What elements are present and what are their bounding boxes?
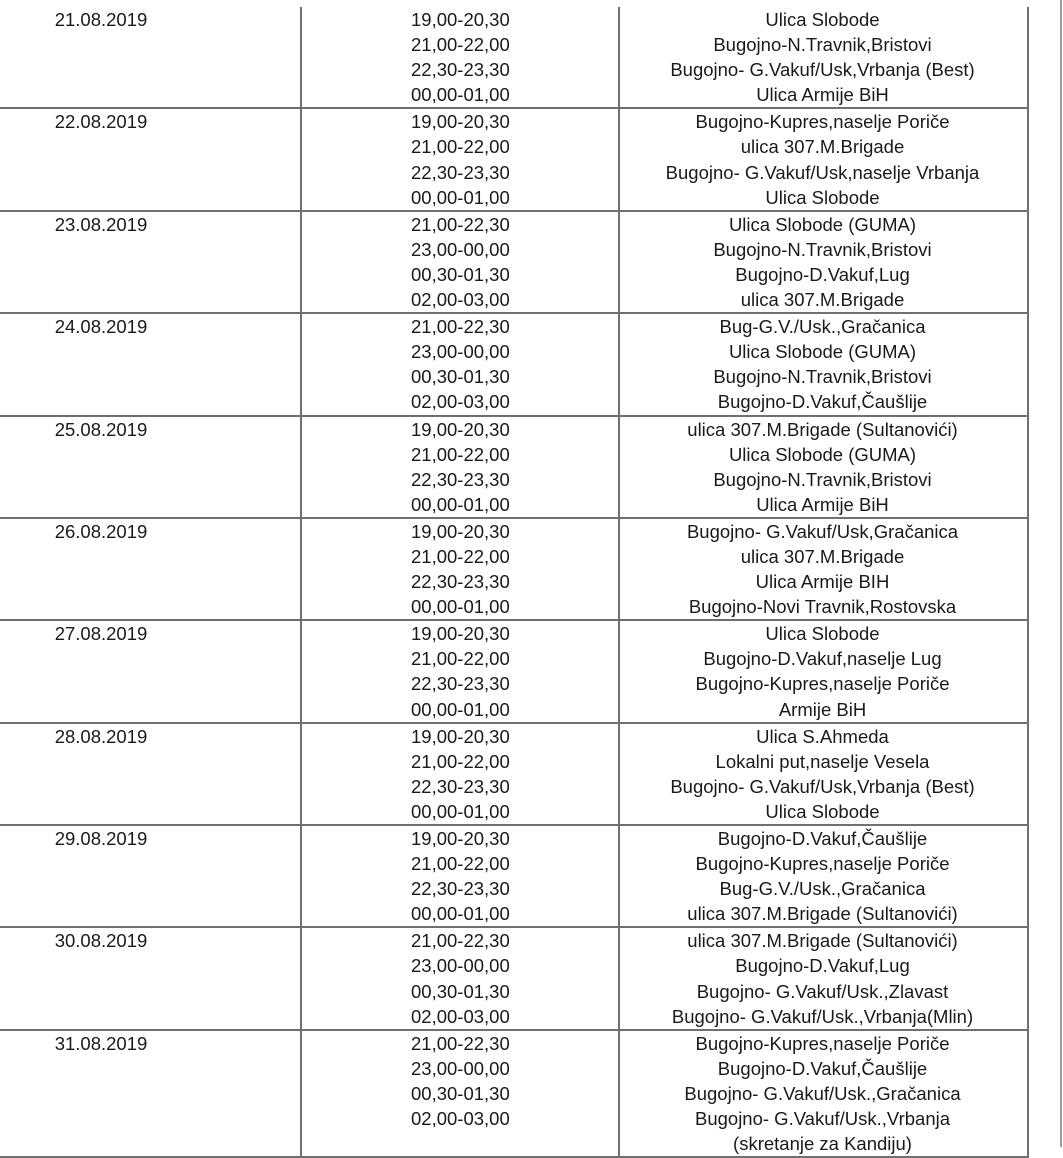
schedule-row xyxy=(0,1030,1028,1157)
location-text: Bugojno- G.Vakuf/Usk,Vrbanja (Best) xyxy=(670,59,975,81)
time-slot: 00,30-01,30 xyxy=(411,1082,510,1104)
time-slot: 19,00-20,30 xyxy=(411,623,510,645)
date-cell xyxy=(0,416,301,518)
location-text: Bugojno- G.Vakuf/Usk,naselje Vrbanja xyxy=(665,161,980,183)
time-cell xyxy=(301,518,619,620)
location-text: Bugojno-N.Travnik,Bristovi xyxy=(713,34,932,56)
time-slot: 19,00-20,30 xyxy=(411,111,510,133)
date-text: 27.08.2019 xyxy=(54,623,148,645)
location-cell xyxy=(619,1030,1028,1157)
location-cell xyxy=(619,416,1028,518)
location-text: Bugojno- G.Vakuf/Usk.,Gračanica xyxy=(684,1082,961,1104)
location-cell xyxy=(619,211,1028,313)
date-cell xyxy=(0,620,301,722)
date-text: 30.08.2019 xyxy=(54,930,148,952)
time-slot: 00,00-01,00 xyxy=(411,800,510,822)
date-cell xyxy=(0,927,301,1029)
location-text: Ulica S.Ahmeda xyxy=(756,725,889,747)
location-text: (skretanje za Kandiju) xyxy=(733,1133,912,1155)
location-text: Ulica Slobode (GUMA) xyxy=(728,443,917,465)
location-text: Bugojno-D.Vakuf,Čaušlije xyxy=(717,828,928,849)
location-text: Bugojno-D.Vakuf,Lug xyxy=(735,955,910,977)
schedule-row xyxy=(0,108,1028,210)
location-text: Bugojno- G.Vakuf/Usk,Vrbanja (Best) xyxy=(670,775,975,797)
location-text: Ulica Armije BIH xyxy=(755,571,890,593)
time-slot: 21,00-22,30 xyxy=(411,930,510,952)
time-slot: 21,00-22,30 xyxy=(411,316,510,338)
time-slot: 21,00-22,00 xyxy=(411,853,510,875)
location-text: Bug-G.V./Usk.,Gračanica xyxy=(719,316,926,338)
schedule-table-body xyxy=(0,7,1028,1157)
time-slot: 21,00-22,30 xyxy=(411,213,510,235)
location-text: Ulica Armije BiH xyxy=(756,84,889,106)
location-text: Ulica Slobode xyxy=(765,800,880,822)
time-slot: 21,00-22,00 xyxy=(411,34,510,56)
time-slot: 21,00-22,00 xyxy=(411,545,510,567)
time-slot: 02,00-03,00 xyxy=(411,391,510,413)
location-text: Ulica Slobode (GUMA) xyxy=(728,213,917,235)
time-cell xyxy=(301,7,619,108)
time-slot: 00,30-01,30 xyxy=(411,263,510,285)
location-text: ulica 307.M.Brigade (Sultanovići) xyxy=(687,418,958,440)
location-text: Bugojno-Novi Travnik,Rostovska xyxy=(688,596,957,618)
date-text: 22.08.2019 xyxy=(54,111,148,133)
time-slot: 22,30-23,30 xyxy=(411,161,510,183)
time-slot: 22,30-23,30 xyxy=(411,468,510,490)
time-slot: 19,00-20,30 xyxy=(411,828,510,849)
time-slot: 02,00-03,00 xyxy=(411,289,510,311)
time-cell xyxy=(301,211,619,313)
time-slot: 21,00-22,00 xyxy=(411,750,510,772)
location-text: Bugojno- G.Vakuf/Usk.,Vrbanja(Mlin) xyxy=(671,1005,974,1027)
time-cell xyxy=(301,108,619,210)
time-slot: 19,00-20,30 xyxy=(411,418,510,440)
location-text: Bugojno-Kupres,naselje Poriče xyxy=(695,673,950,695)
schedule-row xyxy=(0,518,1028,620)
schedule-row xyxy=(0,620,1028,722)
time-slot: 21,00-22,00 xyxy=(411,648,510,670)
location-text: ulica 307.M.Brigade (Sultanovići) xyxy=(687,930,958,952)
location-text: Bugojno- G.Vakuf/Usk,Gračanica xyxy=(686,520,959,542)
location-cell xyxy=(619,7,1028,108)
location-text: Bugojno-N.Travnik,Bristovi xyxy=(713,238,932,260)
location-text: Bug-G.V./Usk.,Gračanica xyxy=(719,878,926,900)
date-text: 21.08.2019 xyxy=(54,9,148,30)
time-slot: 22,30-23,30 xyxy=(411,878,510,900)
location-text: Bugojno- G.Vakuf/Usk.,Vrbanja xyxy=(694,1108,951,1130)
time-slot: 00,00-01,00 xyxy=(411,493,510,515)
location-text: Bugojno-Kupres,naselje Poriče xyxy=(695,111,950,133)
location-cell xyxy=(619,927,1028,1029)
time-slot: 23,00-00,00 xyxy=(411,238,510,260)
date-cell xyxy=(0,825,301,927)
schedule-row xyxy=(0,723,1028,825)
location-text: Bugojno-N.Travnik,Bristovi xyxy=(713,468,932,490)
location-text: Bugojno-N.Travnik,Bristovi xyxy=(713,366,932,388)
time-slot: 22,30-23,30 xyxy=(411,571,510,593)
time-slot: 19,00-20,30 xyxy=(411,9,510,30)
time-slot: 00,00-01,00 xyxy=(411,903,510,925)
time-cell xyxy=(301,313,619,415)
page-edge-line xyxy=(1060,0,1062,1147)
location-text: Bugojno-D.Vakuf,Čaušlije xyxy=(717,391,928,413)
schedule-sheet xyxy=(0,7,1028,1158)
location-text: ulica 307.M.Brigade xyxy=(740,136,905,158)
date-cell xyxy=(0,211,301,313)
location-text: Bugojno- G.Vakuf/Usk.,Zlavast xyxy=(696,980,949,1002)
location-text: Ulica Slobode (GUMA) xyxy=(728,341,917,363)
schedule-row xyxy=(0,7,1028,108)
schedule-row xyxy=(0,416,1028,518)
time-slot: 19,00-20,30 xyxy=(411,725,510,747)
location-text: Bugojno-D.Vakuf,Lug xyxy=(735,263,910,285)
location-text: Lokalni put,naselje Vesela xyxy=(715,750,930,772)
schedule-row xyxy=(0,825,1028,927)
time-slot: 22,30-23,30 xyxy=(411,775,510,797)
time-slot: 22,30-23,30 xyxy=(411,673,510,695)
date-text: 31.08.2019 xyxy=(54,1032,148,1054)
location-text: Ulica Armije BiH xyxy=(756,493,889,515)
date-cell xyxy=(0,723,301,825)
time-slot: 00,00-01,00 xyxy=(411,84,510,106)
schedule-row xyxy=(0,211,1028,313)
location-text: Bugojno-Kupres,naselje Poriče xyxy=(695,1032,950,1054)
location-cell xyxy=(619,620,1028,722)
time-slot: 00,30-01,30 xyxy=(411,980,510,1002)
time-cell xyxy=(301,825,619,927)
location-text: Bugojno-D.Vakuf,Čaušlije xyxy=(717,1057,928,1079)
date-text: 23.08.2019 xyxy=(54,213,148,235)
location-text: Armije BiH xyxy=(778,698,867,720)
time-cell xyxy=(301,620,619,722)
time-slot: 00,30-01,30 xyxy=(411,366,510,388)
location-cell xyxy=(619,723,1028,825)
date-cell xyxy=(0,313,301,415)
time-slot: 22,30-23,30 xyxy=(411,59,510,81)
time-slot: 21,00-22,30 xyxy=(411,1032,510,1054)
location-cell xyxy=(619,518,1028,620)
time-slot: 23,00-00,00 xyxy=(411,341,510,363)
location-text: Ulica Slobode xyxy=(765,186,880,208)
location-text: ulica 307.M.Brigade xyxy=(740,289,905,311)
location-text: ulica 307.M.Brigade (Sultanovići) xyxy=(687,903,958,925)
time-slot: 02,00-03,00 xyxy=(411,1108,510,1130)
location-text: Bugojno-Kupres,naselje Poriče xyxy=(695,853,950,875)
time-slot: 23,00-00,00 xyxy=(411,955,510,977)
date-text: 29.08.2019 xyxy=(54,828,148,849)
time-slot: 02,00-03,00 xyxy=(411,1005,510,1027)
date-cell xyxy=(0,1030,301,1157)
time-cell xyxy=(301,416,619,518)
time-slot: 21,00-22,00 xyxy=(411,136,510,158)
schedule-row xyxy=(0,927,1028,1029)
time-slot: 19,00-20,30 xyxy=(411,520,510,542)
schedule-table xyxy=(0,7,1029,1158)
time-slot: 00,00-01,00 xyxy=(411,596,510,618)
date-cell xyxy=(0,518,301,620)
time-cell xyxy=(301,927,619,1029)
time-cell xyxy=(301,1030,619,1157)
time-cell xyxy=(301,723,619,825)
date-cell xyxy=(0,7,301,108)
time-slot: 00,00-01,00 xyxy=(411,698,510,720)
location-text: Ulica Slobode xyxy=(765,9,880,30)
location-cell xyxy=(619,313,1028,415)
date-text: 25.08.2019 xyxy=(54,418,148,440)
location-cell xyxy=(619,825,1028,927)
location-cell xyxy=(619,108,1028,210)
time-slot: 00,00-01,00 xyxy=(411,186,510,208)
location-text: ulica 307.M.Brigade xyxy=(740,545,905,567)
schedule-row xyxy=(0,313,1028,415)
time-slot: 21,00-22,00 xyxy=(411,443,510,465)
time-slot: 23,00-00,00 xyxy=(411,1057,510,1079)
date-text: 28.08.2019 xyxy=(54,725,148,747)
date-cell xyxy=(0,108,301,210)
location-text: Ulica Slobode xyxy=(765,623,880,645)
date-text: 26.08.2019 xyxy=(54,520,148,542)
location-text: Bugojno-D.Vakuf,naselje Lug xyxy=(703,648,942,670)
date-text: 24.08.2019 xyxy=(54,316,148,338)
